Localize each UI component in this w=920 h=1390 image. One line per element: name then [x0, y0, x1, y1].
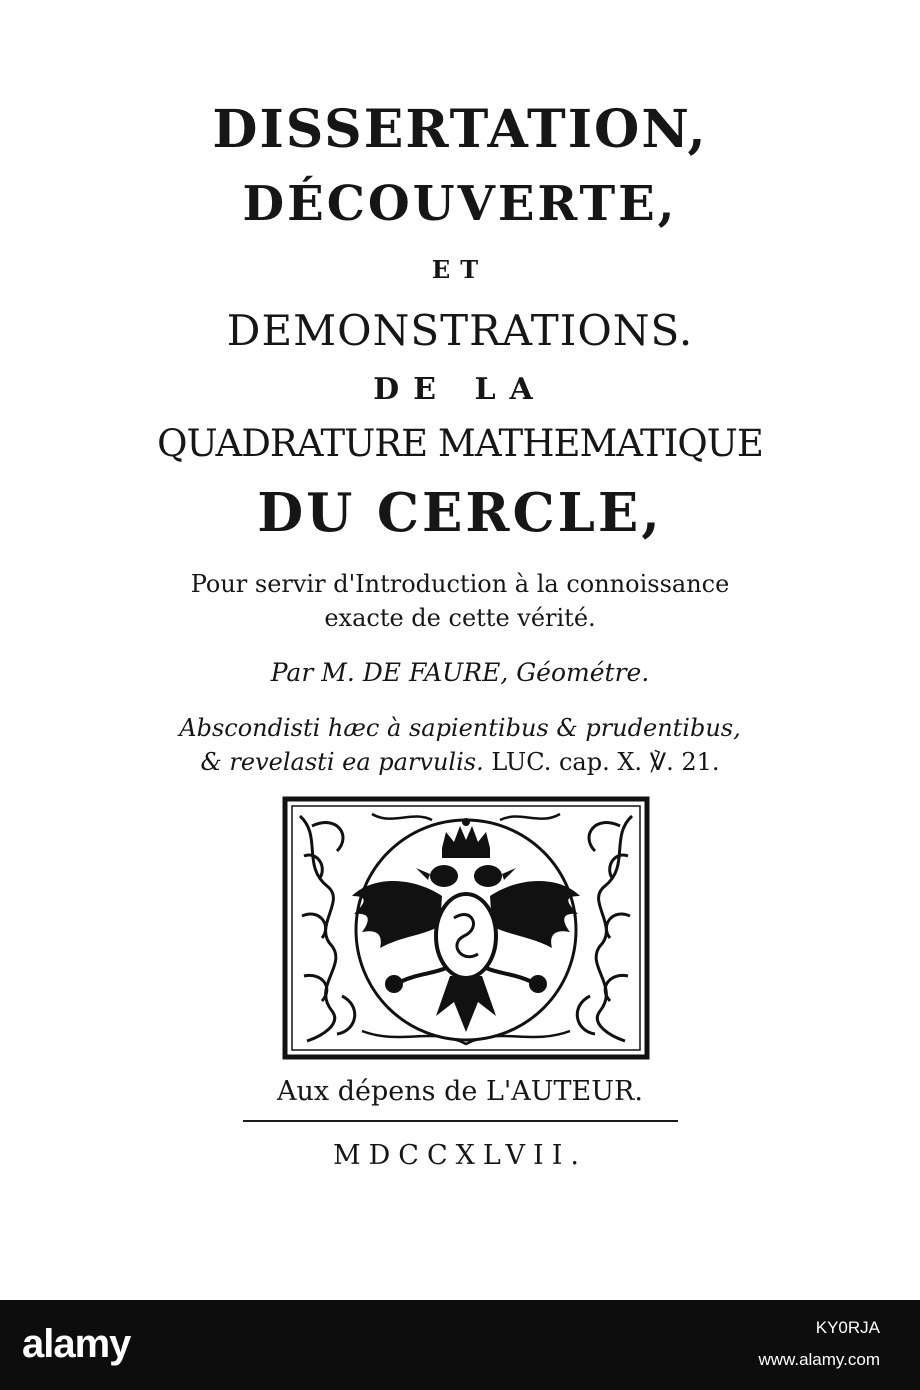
- title-line-demonstrations: DEMONSTRATIONS.: [226, 306, 694, 355]
- stock-watermark-bar: [0, 1300, 920, 1390]
- title-line-decouverte: DÉCOUVERTE,: [242, 176, 678, 232]
- source-url: www.alamy.com: [758, 1350, 880, 1369]
- epigraph-reference: LUC. cap. X. ℣. 21.: [491, 748, 720, 776]
- purpose-line-1: Pour servir d'Introduction à la connoissance: [190, 570, 730, 598]
- printers-device-eagle: [282, 796, 650, 1060]
- purpose-line-2: exacte de cette vérité.: [324, 604, 596, 632]
- title-line-et: ET: [431, 255, 489, 284]
- title-line-du-cercle: DU CERCLE,: [257, 482, 663, 544]
- alamy-logo: alamy: [22, 1322, 131, 1366]
- divider-rule: [243, 1120, 678, 1122]
- publisher-line: Aux dépens de L'AUTEUR.: [277, 1076, 643, 1107]
- imprint-year: MDCCXLVII.: [333, 1140, 587, 1171]
- epigraph-line-2: [0, 750, 920, 774]
- epigraph-line-1: Abscondisti hæc à sapientibus & prudentibus,: [179, 714, 741, 742]
- image-code: KY0RJA: [815, 1318, 880, 1337]
- title-line-dissertation: DISSERTATION,: [212, 99, 708, 160]
- epigraph-text: & revelasti ea parvulis.: [200, 748, 484, 776]
- title-line-de-la: DE LA: [373, 372, 547, 407]
- title-line-quadrature: QUADRATURE MATHEMATIQUE: [157, 422, 763, 465]
- double-headed-eagle-icon: [282, 796, 650, 1060]
- author-line: Par M. DE FAURE, Géométre.: [270, 658, 650, 687]
